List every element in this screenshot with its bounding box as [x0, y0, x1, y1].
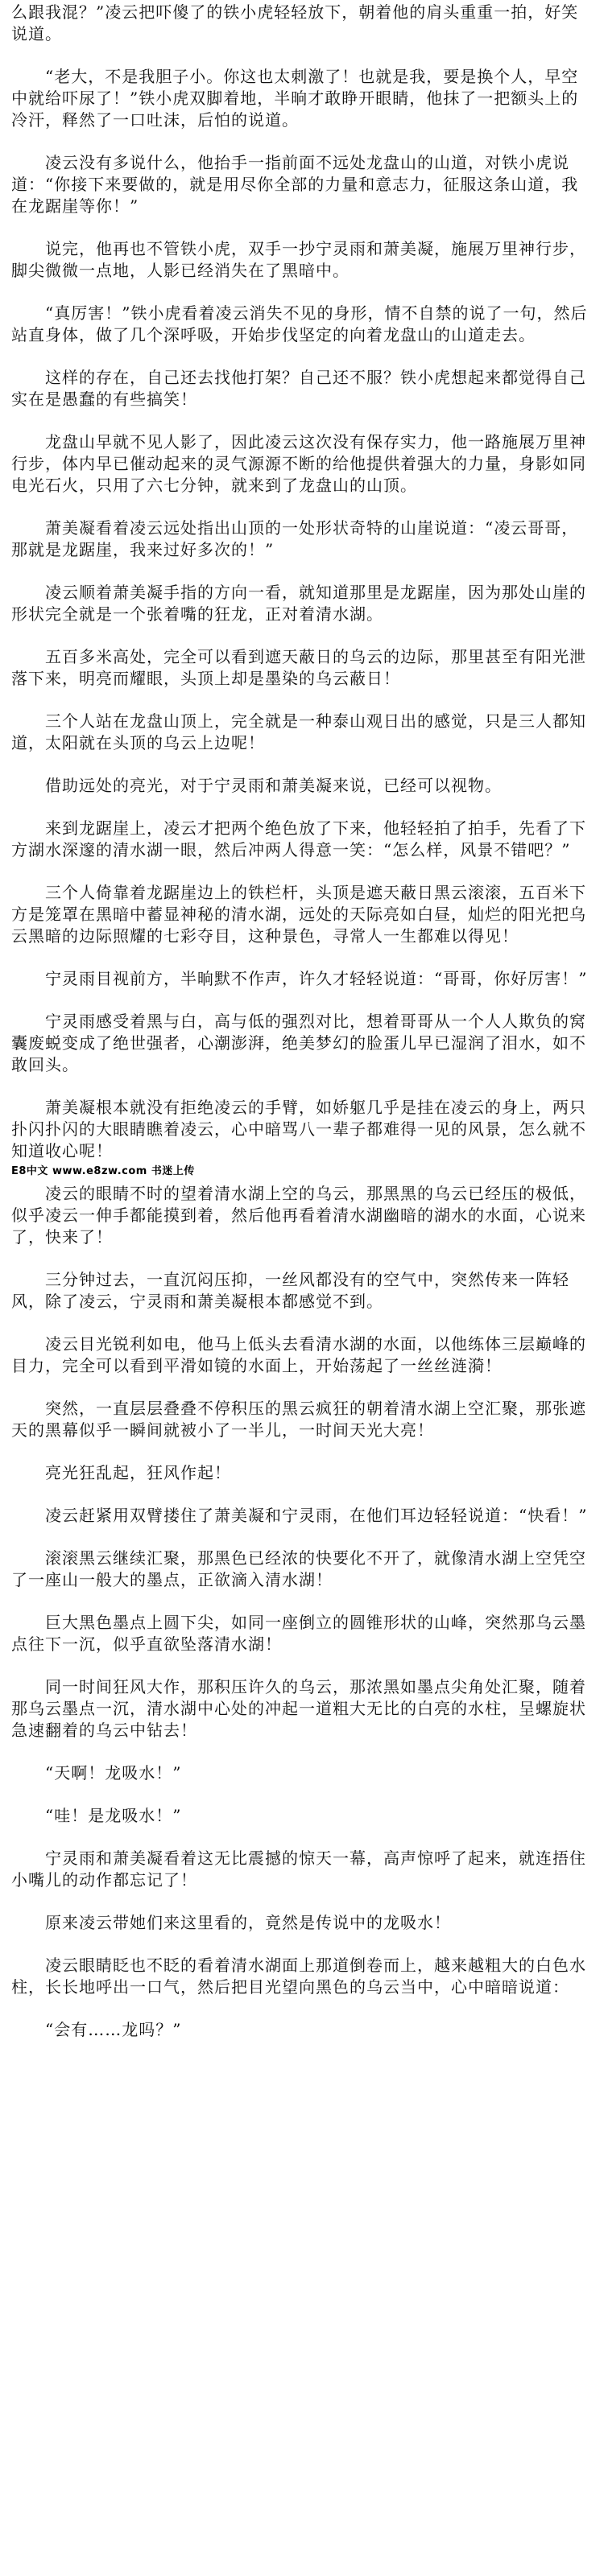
paragraph: 萧美凝根本就没有拒绝凌云的手臂，如娇躯几乎是挂在凌云的身上，两只扑闪扑闪的大眼睛瞧着凌云，心中暗骂八一辈子都难得一见的风景，怎么就不知道收心呢！ — [11, 1098, 586, 1160]
paragraph: 凌云目光锐利如电，他马上低头去看清水湖的水面，以他练体三层巅峰的目力，完全可以看到平滑如镜的水面上，开始荡起了一丝丝涟漪！ — [11, 1334, 586, 1375]
paragraph: 么跟我混？”凌云把吓傻了的铁小虎轻轻放下，朝着他的肩头重重一拍，好笑说道。 — [11, 2, 579, 43]
paragraph: 借助远处的亮光，对于宁灵雨和萧美凝来说，已经可以视物。 — [11, 776, 502, 795]
paragraph: 凌云眼睛眨也不眨的看着清水湖面上那道倒卷而上，越来越粗大的白色水柱，长长地呼出一口气，然后把目光望向黑色的乌云当中，心中暗暗说道： — [11, 1956, 586, 1997]
paragraph: 三个人倚靠着龙踞崖边上的铁栏杆，头顶是遮天蔽日黑云滚滚，五百米下方是笼罩在黑暗中蓄显神秘的清水湖，远处的天际亮如白昼，灿烂的阳光把乌云黑暗的边际照耀的七彩夺目，这种景色，寻常人一生都难以得见！ — [11, 883, 586, 946]
paragraph: “真厉害！”铁小虎看着凌云消失不见的身形，情不自禁的说了一句，然后站直身体，做了几个深呼吸，开始步伐坚定的向着龙盘山的山道走去。 — [11, 303, 588, 344]
paragraph: 凌云的眼睛不时的望着清水湖上空的乌云，那黑黑的乌云已经压的极低，似乎凌云一伸手都能摸到着，然后他再看着清水湖幽暗的湖水的水面，心说来了，快来了！ — [11, 1184, 586, 1247]
paragraph: 宁灵雨感受着黑与白，高与低的强烈对比，想着哥哥从一个人人欺负的窝囊废蜕变成了绝世强者，心潮澎湃，绝美梦幻的脸蛋儿早已湿润了泪水，如不敢回头。 — [11, 1012, 586, 1074]
source-watermark: E8中文 www.e8zw.com 书迷上传 — [11, 1165, 195, 1177]
chapter-text — [11, 2, 593, 2041]
paragraph: 凌云顺着萧美凝手指的方向一看，就知道那里是龙踞崖，因为那处山崖的形状完全就是一个张着嘴的狂龙，正对着清水湖。 — [11, 583, 586, 624]
paragraph: 同一时间狂风大作，那积压许久的乌云，那浓黑如墨点尖角处汇聚，随着那乌云墨点一沉，清水湖中心处的冲起一道粗大无比的白亮的水柱，呈螺旋状急速翻着的乌云中钻去！ — [11, 1677, 586, 1740]
paragraph: 五百多米高处，完全可以看到遮天蔽日的乌云的边际，那里甚至有阳光泄落下来，明亮而耀眼，头顶上却是墨染的乌云蔽日！ — [11, 647, 586, 688]
paragraph: “天啊！龙吸水！” — [11, 1763, 182, 1783]
paragraph: 萧美凝看着凌云远处指出山顶的一处形状奇特的山崖说道：“凌云哥哥，那就是龙踞崖，我来过好多次的！” — [11, 518, 579, 559]
paragraph: 原来凌云带她们来这里看的，竟然是传说中的龙吸水！ — [11, 1913, 451, 1932]
paragraph: 滚滚黑云继续汇聚，那黑色已经浓的快要化不开了，就像清水湖上空凭空了一座山一般大的墨点，正欲滴入清水湖！ — [11, 1548, 586, 1589]
paragraph: “哇！是龙吸水！” — [11, 1806, 182, 1825]
paragraph: 宁灵雨目视前方，半晌默不作声，许久才轻轻说道：“哥哥，你好厉害！” — [11, 969, 588, 988]
paragraph: 说完，他再也不管铁小虎，双手一抄宁灵雨和萧美凝，施展万里神行步，脚尖微微一点地，人影已经消失在了黑暗中。 — [11, 239, 586, 280]
paragraph: 龙盘山早就不见人影了，因此凌云这次没有保存实力，他一路施展万里神行步，体内早已催动起来的灵气源源不断的给他提供着强大的力量，身影如同电光石火，只用了六七分钟，就来到了龙盘山的山顶。 — [11, 432, 586, 495]
paragraph: 这样的存在，自己还去找他打架？自己还不服？铁小虎想起来都觉得自己实在是愚蠢的有些搞笑！ — [11, 368, 586, 409]
paragraph: 凌云赶紧用双臂搂住了萧美凝和宁灵雨，在他们耳边轻轻说道：“快看！” — [11, 1506, 588, 1525]
paragraph: 三个人站在龙盘山顶上，完全就是一种泰山观日出的感觉，只是三人都知道，太阳就在头顶的乌云上边呢！ — [11, 711, 586, 752]
paragraph: 亮光狂乱起，狂风作起！ — [11, 1463, 231, 1482]
paragraph: “老大，不是我胆子小。你这也太刺激了！也就是我，要是换个人，早空中就给吓尿了！”铁小虎双脚着地，半晌才敢睁开眼睛，他抹了一把额头上的冷汗，释然了一口吐沫，后怕的说道。 — [11, 67, 579, 130]
paragraph: 突然，一直层层叠叠不停积压的黑云疯狂的朝着清水湖上空汇聚，那张遮天的黑幕似乎一瞬间就被小了一半儿，一时间天光大亮！ — [11, 1399, 586, 1440]
paragraph: 三分钟过去，一直沉闷压抑，一丝风都没有的空气中，突然传来一阵轻风，除了凌云，宁灵雨和萧美凝根本都感觉不到。 — [11, 1270, 569, 1311]
paragraph: 巨大黑色墨点上圆下尖，如同一座倒立的圆锥形状的山峰，突然那乌云墨点往下一沉，似乎直欲坠落清水湖！ — [11, 1613, 586, 1654]
paragraph: 宁灵雨和萧美凝看着这无比震撼的惊天一幕，高声惊呼了起来，就连捂住小嘴儿的动作都忘记了！ — [11, 1849, 586, 1890]
paragraph: 来到龙踞崖上，凌云才把两个绝色放了下来，他轻轻拍了拍手，先看了下方湖水深邃的清水湖一眼，然后冲两人得意一笑：“怎么样，风景不错吧？” — [11, 818, 586, 859]
paragraph: “会有……龙吗？” — [11, 2020, 182, 2039]
paragraph: 凌云没有多说什么，他抬手一指前面不远处龙盘山的山道，对铁小虎说道：“你接下来要做的，就是用尽你全部的力量和意志力，征服这条山道，我在龙踞崖等你！” — [11, 153, 579, 216]
